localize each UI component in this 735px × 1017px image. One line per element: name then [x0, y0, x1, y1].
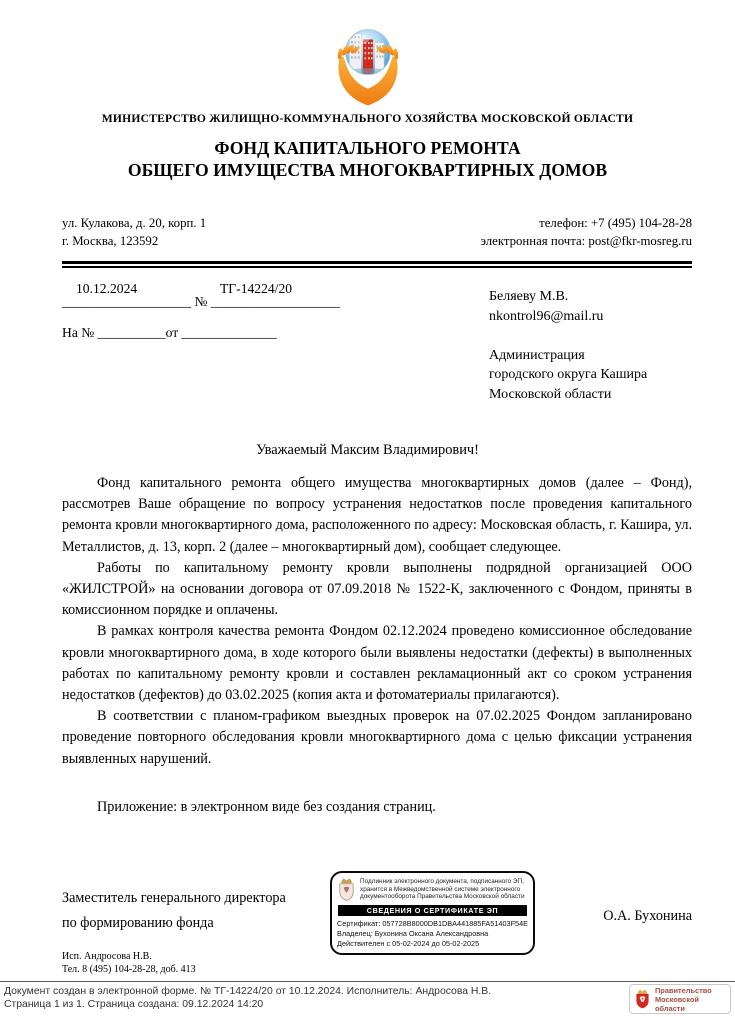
org-contact-info — [481, 215, 693, 250]
stamp-certificate-validity: Действителен с 05-02-2024 до 05-02-2025 — [337, 939, 480, 948]
signer-position-line2: по формированию фонда — [62, 915, 214, 931]
recipient-name: Беляеву М.В. — [489, 289, 569, 304]
footer-divider — [0, 981, 735, 982]
org-address-line2: г. Москва, 123592 — [62, 233, 159, 248]
organization-name — [0, 137, 735, 181]
stamp-certificate-owner: Владелец: Бухонина Оксана Александровна — [337, 929, 489, 938]
government-logo-text — [655, 986, 725, 1013]
letterhead-divider — [62, 261, 692, 268]
ministry-title: МИНИСТЕРСТВО ЖИЛИЩНО-КОММУНАЛЬНОГО ХОЗЯЙСТВА МОСКОВСКОЙ ОБЛАСТИ — [101, 112, 634, 125]
org-email: электронная почта: post@fkr-mosreg.ru — [480, 233, 692, 248]
executor-name: Исп. Андросова Н.В. — [62, 951, 152, 962]
stamp-certificate-details — [337, 919, 528, 949]
stamp-header-line: Подлинник электронного документа, подписанного ЭП, — [360, 877, 524, 885]
electronic-signature-stamp — [330, 871, 535, 955]
organization-name-line1: ФОНД КАПИТАЛЬНОГО РЕМОНТА — [214, 138, 521, 158]
government-logo — [629, 984, 731, 1014]
reply-to-line: На № __________от ______________ — [62, 325, 277, 340]
body-paragraph: В соответствии с планом-графиком выездных проверок на 07.02.2025 Фондом запланировано проведение повторного обследования кровли многоквартирного дома с целью фиксации устранения выявленных нарушений. — [62, 708, 692, 767]
stamp-certificate-bar: СВЕДЕНИЯ О СЕРТИФИКАТЕ ЭП — [338, 905, 527, 916]
body-paragraph: Фонд капитального ремонта общего имущества многоквартирных домов (далее – Фонд), рассмотрев Ваше обращение по вопросу устранения недостатков после проведения капитального ремонта кровли многоквартирного дома, расположенного по адресу: Московская область, г. Кашира, ул. Металлистов, д. 13, корп. 2 (далее – многоквартирный дом), сообщает следующее. — [62, 475, 692, 555]
footer-meta — [4, 985, 491, 1011]
stamp-header-line: документооборота Правительства Московской области — [360, 893, 525, 901]
document-number: ТГ-14224/20 — [220, 281, 293, 296]
signer-name: О.А. Бухонина — [603, 908, 692, 924]
government-logo-line2: Московской области — [655, 994, 699, 1013]
org-address — [62, 215, 206, 250]
recipient-org-line2: городского округа Кашира — [489, 367, 648, 382]
org-phone: телефон: +7 (495) 104-28-28 — [539, 216, 692, 230]
attachment-note: Приложение: в электронном виде без создания страниц. — [97, 798, 436, 815]
footer-meta-line1: Документ создан в электронной форме. № ТГ-14224/20 от 10.12.2024. Исполнитель: Андросова Н.В. — [4, 986, 492, 997]
recipient-block — [489, 287, 647, 404]
stamp-header-line: хранится в Межведомственной системе электронного — [360, 885, 521, 893]
government-logo-line1: Правительство — [655, 985, 712, 995]
body-paragraph: Работы по капитальному ремонту кровли выполнены подрядной организацией ООО «ЖИЛСТРОЙ» на основании договора от 07.09.2018 № 1522-К, заключенного с Фондом, приняты в комиссионном порядке и оплачены. — [62, 559, 692, 619]
stamp-header-text — [360, 878, 525, 902]
recipient-gap — [489, 326, 647, 346]
executor-block — [62, 951, 196, 976]
footer-meta-line2: Страница 1 из 1. Страница создана: 09.12.2024 14:20 — [4, 999, 264, 1010]
recipient-email: nkontrol96@mail.ru — [489, 308, 604, 324]
organization-name-line2: ОБЩЕГО ИМУЩЕСТВА МНОГОКВАРТИРНЫХ ДОМОВ — [127, 160, 608, 180]
document-date: 10.12.2024 — [76, 281, 138, 296]
body-paragraph: В рамках контроля качества ремонта Фондом 02.12.2024 проведено комиссионное обследование кровли многоквартирного дома, в ходе которого были выявлены недостатки (дефекты) в выполненных работах по капитальному ремонту кровли и составлен рекламационный акт со сроком устранения недостатков (дефектов) до 03.02.2025 (копия акта и фотоматериалы прилагаются). — [62, 623, 692, 704]
signer-position — [62, 886, 286, 936]
org-address-line1: ул. Кулакова, д. 20, корп. 1 — [62, 216, 207, 230]
moscow-oblast-emblem-icon — [635, 989, 650, 1009]
requisites-blank-line: ___________________ № ___________________ — [62, 294, 341, 309]
recipient-org-line1: Администрация — [489, 347, 585, 363]
stamp-header — [337, 877, 528, 902]
stamp-certificate-number: Сертификат: 057728B8000DB1DBA441885FA51403F54E — [337, 919, 528, 928]
salutation: Уважаемый Максим Владимирович! — [256, 442, 479, 458]
recipient-org-line3: Московской области — [489, 386, 612, 402]
signer-position-line1: Заместитель генерального директора — [62, 890, 286, 906]
letterhead-contacts — [62, 215, 692, 250]
letter-body — [62, 473, 692, 818]
fund-logo-icon — [324, 20, 412, 108]
executor-phone: Тел. 8 (495) 104-28-28, доб. 413 — [62, 963, 196, 975]
coat-of-arms-icon — [337, 877, 356, 902]
